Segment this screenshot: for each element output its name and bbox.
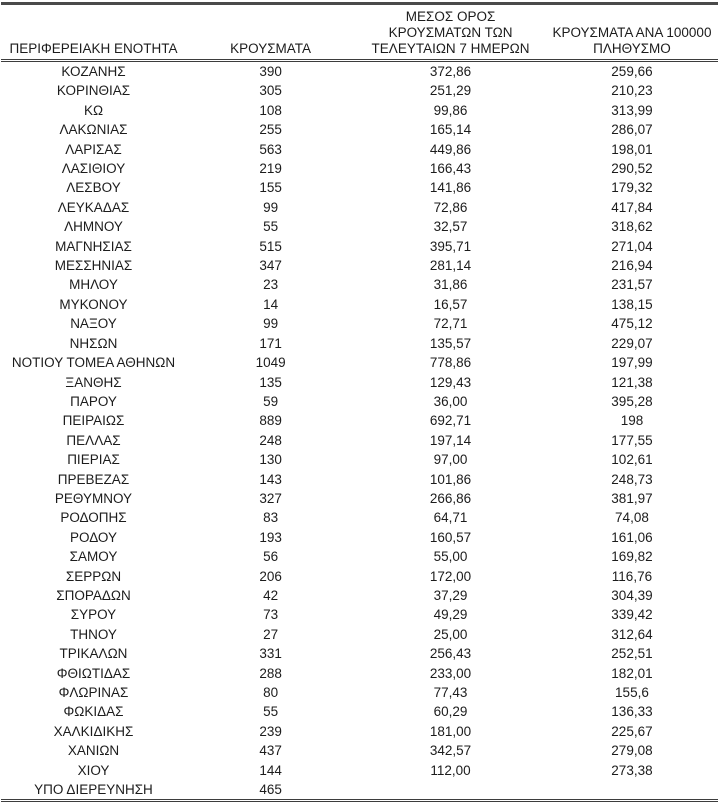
cell-cases: 219 [259, 161, 282, 177]
column-header-line: ΤΕΛΕΥΤΑΙΩΝ 7 ΗΜΕΡΩΝ [371, 41, 530, 56]
cell-region: ΦΩΚΙΔΑΣ [63, 704, 124, 720]
table-row [1, 237, 718, 256]
cell-region: ΚΩ [83, 102, 104, 118]
cell-per100k: 318,62 [611, 219, 653, 235]
cell-per100k: 229,07 [611, 335, 653, 351]
cell-per100k: 225,67 [611, 723, 653, 739]
cell-avg7: 172,00 [429, 568, 472, 584]
cell-cases: 193 [259, 529, 282, 545]
cell-avg7: 25,00 [433, 626, 468, 642]
cell-cases: 99 [263, 316, 279, 332]
cell-region: ΧΙΟΥ [77, 762, 110, 778]
column-header-line: ΚΡΟΥΣΜΑΤΩΝ ΤΩΝ [388, 25, 513, 40]
table-row [1, 741, 718, 760]
table-row [1, 683, 718, 702]
table-header [1, 4, 718, 61]
table-header-row [1, 4, 718, 61]
table-row [1, 295, 718, 314]
cell-region: ΞΑΝΘΗΣ [65, 374, 122, 390]
cell-avg7: 49,29 [433, 607, 468, 623]
cell-region: ΠΕΙΡΑΙΩΣ [62, 413, 125, 429]
cell-region: ΥΠΟ ΔΙΕΡΕΥΝΗΣΗ [1, 780, 186, 801]
table-row [1, 470, 718, 489]
cell-region: ΣΥΡΟΥ [70, 607, 117, 623]
cell-per100k: 417,84 [611, 199, 653, 215]
column-header-line: ΜΕΣΟΣ ΟΡΟΣ [405, 9, 496, 24]
cell-per100k: 121,38 [611, 374, 653, 390]
cell-avg7: 197,14 [429, 432, 472, 448]
cell-avg7: 395,71 [429, 238, 472, 254]
cell-per100k: 475,12 [611, 316, 653, 332]
cell-region: ΡΟΔΟΠΗΣ [60, 510, 127, 526]
table-row [1, 373, 718, 392]
cell-region: ΝΑΞΟΥ [70, 316, 117, 332]
cell-avg7: 233,00 [429, 665, 472, 681]
cell-avg7: 16,57 [433, 296, 468, 312]
cell-per100k: 313,99 [611, 102, 653, 118]
cell-avg7: 135,57 [429, 335, 472, 351]
table-row [1, 140, 718, 159]
column-header-line: ΠΕΡΙΦΕΡΕΙΑΚΗ ΕΝΟΤΗΤΑ [9, 41, 178, 56]
cell-per100k: 304,39 [611, 587, 653, 603]
column-header-line: ΚΡΟΥΣΜΑΤΑ ΑΝΑ 100000 [552, 25, 712, 40]
cell-cases: 255 [259, 122, 282, 138]
cell-per100k: 273,38 [611, 762, 653, 778]
column-header-per100k [546, 4, 718, 61]
cell-cases: 42 [263, 587, 279, 603]
table-body [1, 61, 718, 801]
cell-per100k: 216,94 [611, 258, 653, 274]
cell-region: ΤΗΝΟΥ [70, 626, 117, 642]
cell-per100k: 395,28 [611, 393, 653, 409]
cell-cases: 331 [259, 646, 282, 662]
cell-cases: 144 [259, 762, 282, 778]
cell-avg7: 112,00 [430, 762, 471, 778]
regional-cases-table [1, 2, 718, 802]
cell-region: ΚΟΖΑΝΗΣ [61, 64, 126, 79]
cell-per100k: 138,15 [611, 296, 653, 312]
cell-avg7: 37,29 [433, 587, 468, 603]
cell-region: ΛΑΣΙΘΙΟΥ [61, 161, 126, 177]
cell-region: ΧΑΛΚΙΔΙΚΗΣ [53, 723, 134, 739]
cell-cases: 108 [259, 102, 282, 118]
cell-avg7: 165,14 [429, 122, 472, 138]
cell-region: ΛΑΡΙΣΑΣ [65, 141, 122, 157]
cell-region: ΣΑΜΟΥ [69, 549, 118, 565]
cell-avg7: 129,43 [429, 374, 472, 390]
table-row [1, 780, 718, 801]
cell-cases: 248 [259, 432, 282, 448]
cell-region: ΦΛΩΡΙΝΑΣ [58, 685, 129, 700]
table-row [1, 256, 718, 275]
table-row [1, 625, 718, 644]
cell-cases: 23 [263, 277, 279, 293]
table-row [1, 101, 718, 120]
table-row [1, 489, 718, 508]
cell-avg7: 55,00 [433, 549, 468, 565]
cell-per100k: 161,06 [611, 529, 653, 545]
table-row [1, 411, 718, 430]
cell-avg7: 77,43 [433, 685, 468, 700]
cell-region: ΠΙΕΡΙΑΣ [67, 452, 120, 468]
cell-avg7: 778,86 [429, 355, 472, 371]
cell-cases: 56 [263, 549, 279, 565]
table-row [1, 547, 718, 566]
cell-cases: 390 [259, 64, 282, 79]
table-row [1, 217, 718, 236]
table-row [1, 508, 718, 527]
table-row [1, 314, 718, 333]
cell-per100k: 179,32 [611, 180, 653, 196]
cell-region: ΡΟΔΟΥ [69, 529, 117, 545]
cell-cases: 155 [259, 180, 282, 196]
cell-avg7: 36,00 [433, 393, 468, 409]
cell-cases: 130 [259, 452, 282, 468]
table-row [1, 353, 718, 372]
cell-avg7: 166,43 [429, 161, 472, 177]
table-row [1, 702, 718, 721]
cell-per100k: 102,61 [611, 452, 653, 468]
column-header-cases [186, 4, 355, 61]
cell-per100k: 259,66 [611, 64, 653, 79]
cell-region: ΣΠΟΡΑΔΩΝ [56, 587, 131, 603]
cell-per100k: 74,08 [615, 510, 649, 526]
cell-avg7: 181,00 [429, 723, 472, 739]
table-row [1, 178, 718, 197]
cell-avg7: 281,14 [429, 258, 472, 274]
table-row [1, 761, 718, 780]
cell-cases: 288 [259, 665, 282, 681]
table-row [1, 159, 718, 178]
cell-region: ΛΕΣΒΟΥ [66, 180, 121, 196]
table-row [1, 431, 718, 450]
cell-per100k: 290,52 [611, 161, 653, 177]
cell-cases: 889 [259, 413, 282, 429]
cell-cases: 563 [259, 141, 282, 157]
cell-cases: 206 [259, 568, 282, 584]
cell-avg7: 372,86 [429, 64, 472, 79]
cell-cases: 59 [263, 393, 279, 409]
table-row [1, 81, 718, 100]
cell-per100k: 381,97 [611, 490, 653, 506]
cell-avg7: 72,86 [433, 199, 468, 215]
table-row [1, 528, 718, 547]
cell-cases: 515 [259, 238, 282, 254]
cell-avg7: 97,00 [433, 452, 468, 468]
table-row [1, 198, 718, 217]
cell-per100k: 169,82 [611, 549, 653, 565]
cell-cases: 27 [263, 626, 279, 642]
cell-region: ΠΡΕΒΕΖΑΣ [57, 471, 130, 487]
cell-cases: 305 [259, 83, 282, 99]
cell-cases: 83 [263, 510, 279, 526]
cell-avg7: 266,86 [429, 490, 472, 506]
table-row [1, 664, 718, 683]
cell-cases: 55 [263, 219, 279, 235]
cell-region: ΣΕΡΡΩΝ [65, 568, 122, 584]
column-header-avg7 [355, 4, 546, 61]
cell-per100k: 210,23 [611, 83, 653, 99]
cell-region: ΚΟΡΙΝΘΙΑΣ [56, 83, 131, 99]
cell-region: ΦΘΙΩΤΙΔΑΣ [56, 665, 131, 681]
table-row [1, 450, 718, 469]
cell-avg7: 32,57 [433, 219, 468, 235]
table-row [1, 644, 718, 663]
cell-region: ΠΑΡΟΥ [70, 393, 117, 409]
cell-avg7: 160,57 [429, 529, 472, 545]
cell-region: ΝΟΤΙΟΥ ΤΟΜΕΑ ΑΘΗΝΩΝ [11, 355, 176, 371]
cell-cases: 143 [259, 471, 282, 487]
cell-per100k: 279,08 [611, 743, 653, 759]
table-row [1, 605, 718, 624]
cell-per100k: 155,6 [615, 685, 649, 700]
cell-avg7: 60,29 [433, 704, 468, 720]
cell-avg7: 99,86 [433, 102, 468, 118]
table-row [1, 586, 718, 605]
cell-region: ΝΗΣΩΝ [69, 335, 118, 351]
cell-avg7: 64,71 [433, 510, 468, 526]
cell-per100k: 271,04 [611, 238, 653, 254]
cell-region: ΜΗΛΟΥ [69, 277, 118, 293]
cell-region: ΜΕΣΣΗΝΙΑΣ [54, 258, 133, 274]
table-row [1, 722, 718, 741]
cell-per100k: 252,51 [611, 646, 653, 662]
cell-cases: 80 [263, 685, 279, 700]
cell-per100k [546, 780, 718, 801]
cell-avg7: 692,71 [429, 413, 472, 429]
table-row [1, 61, 718, 82]
cell-per100k: 197,99 [611, 355, 653, 371]
cell-avg7: 256,43 [429, 646, 472, 662]
cell-avg7: 141,86 [429, 180, 472, 196]
cell-region: ΜΑΓΝΗΣΙΑΣ [55, 238, 132, 254]
cell-cases: 437 [259, 743, 282, 759]
cell-cases: 73 [263, 607, 279, 623]
cell-per100k: 286,07 [611, 122, 653, 138]
cell-cases: 135 [259, 374, 282, 390]
cell-region: ΛΕΥΚΑΔΑΣ [57, 199, 130, 215]
column-header-region [1, 4, 186, 61]
cell-avg7: 342,57 [429, 743, 472, 759]
cell-cases: 239 [259, 723, 282, 739]
cell-per100k: 136,33 [611, 704, 653, 720]
table-row [1, 567, 718, 586]
cell-cases: 1049 [255, 355, 286, 371]
cell-avg7 [355, 780, 546, 801]
table-row [1, 392, 718, 411]
cell-cases: 347 [259, 258, 282, 274]
cell-cases: 99 [263, 199, 279, 215]
cell-per100k: 177,55 [611, 432, 653, 448]
table-row [1, 275, 718, 294]
cell-cases: 327 [259, 490, 282, 506]
cell-region: ΤΡΙΚΑΛΩΝ [59, 646, 128, 662]
cell-per100k: 198,01 [611, 141, 653, 157]
cell-region: ΧΑΝΙΩΝ [67, 743, 120, 759]
cell-region: ΛΗΜΝΟΥ [64, 219, 123, 235]
cell-cases: 55 [263, 704, 279, 720]
table-row [1, 334, 718, 353]
cell-region: ΛΑΚΩΝΙΑΣ [59, 122, 128, 138]
column-header-line: ΚΡΟΥΣΜΑΤΑ [230, 41, 312, 56]
cell-per100k: 198 [620, 413, 644, 429]
cell-per100k: 248,73 [611, 471, 653, 487]
cell-cases: 465 [186, 780, 355, 801]
cell-per100k: 231,57 [611, 277, 653, 293]
cell-per100k: 182,01 [611, 665, 653, 681]
cell-avg7: 31,86 [433, 277, 468, 293]
cell-avg7: 101,86 [429, 471, 472, 487]
cell-avg7: 72,71 [433, 316, 468, 332]
cell-region: ΜΥΚΟΝΟΥ [59, 296, 128, 312]
cell-region: ΡΕΘΥΜΝΟΥ [54, 490, 133, 506]
cell-cases: 14 [263, 296, 279, 312]
column-header-line: ΠΛΗΘΥΣΜΟ [593, 41, 671, 56]
cell-per100k: 339,42 [611, 607, 653, 623]
table-row [1, 120, 718, 139]
cell-per100k: 116,76 [611, 568, 653, 584]
cell-avg7: 251,29 [429, 83, 472, 99]
cell-region: ΠΕΛΛΑΣ [66, 432, 121, 448]
cell-per100k: 312,64 [611, 626, 653, 642]
cell-cases: 171 [259, 335, 282, 351]
cell-avg7: 449,86 [429, 141, 472, 157]
